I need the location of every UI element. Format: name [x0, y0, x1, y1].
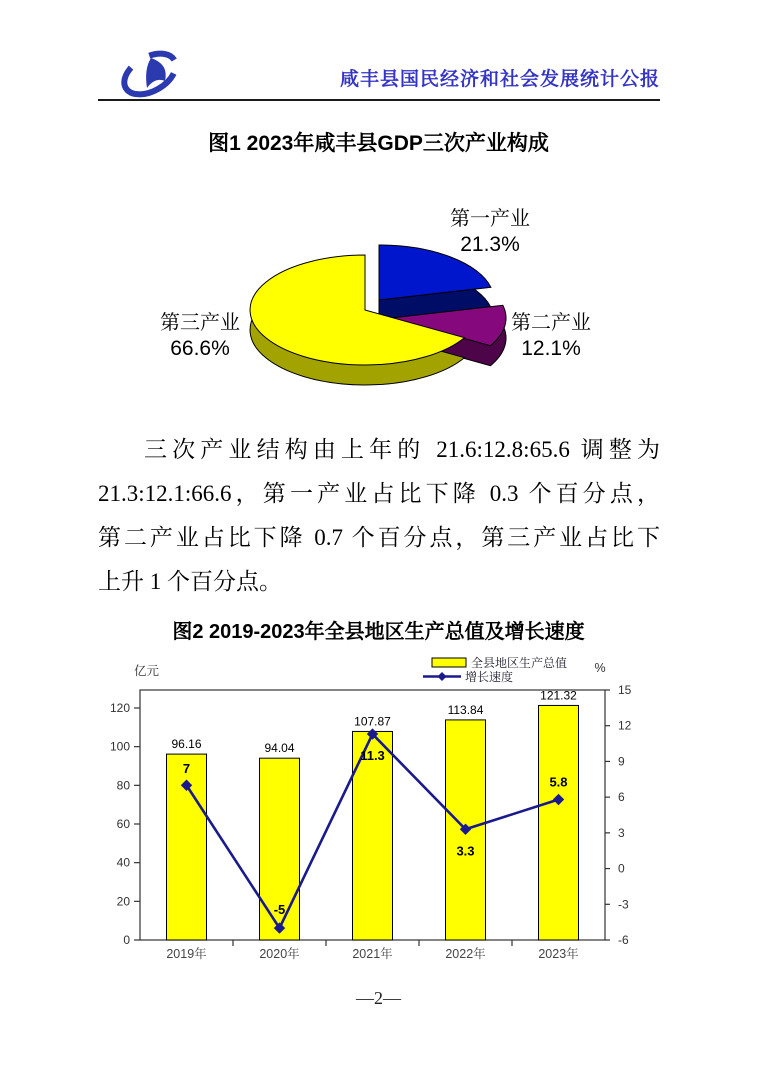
- svg-text:-3: -3: [618, 897, 629, 912]
- pie-label-value: 12.1%: [521, 337, 581, 360]
- pie-label-secondary-industry: [486, 311, 616, 361]
- pie-label-primary-industry: [425, 207, 555, 257]
- svg-text:2020年: 2020年: [259, 947, 300, 961]
- svg-text:9: 9: [618, 754, 625, 769]
- pie-label-value: 21.3%: [460, 233, 520, 256]
- svg-text:-6: -6: [618, 933, 629, 947]
- figure1-pie-chart: [130, 185, 640, 410]
- svg-text:3: 3: [618, 825, 625, 840]
- svg-text:94.04: 94.04: [264, 741, 295, 756]
- svg-text:亿元: 亿元: [134, 664, 160, 678]
- svg-text:0: 0: [618, 861, 625, 876]
- svg-text:120: 120: [109, 701, 130, 715]
- svg-text:113.84: 113.84: [447, 702, 484, 717]
- header-divider: [98, 99, 660, 101]
- header-title: 咸丰县国民经济和社会发展统计公报: [339, 69, 660, 90]
- svg-text:107.87: 107.87: [354, 714, 391, 729]
- pie-label-tertiary-industry: [135, 311, 265, 361]
- svg-text:100: 100: [109, 739, 130, 754]
- svg-text:2022年: 2022年: [445, 947, 486, 961]
- figure2-combo-chart: [0, 645, 757, 975]
- svg-text:7: 7: [182, 761, 191, 777]
- pie-3d-graphic: [130, 185, 640, 410]
- x-axis: [166, 940, 578, 961]
- paragraph-line: 21.3:12.1:66.6，第一产业占比下降 0.3 个百分点，: [98, 481, 660, 506]
- svg-text:2019年: 2019年: [166, 947, 207, 961]
- svg-text:15: 15: [618, 683, 632, 697]
- svg-text:0: 0: [123, 933, 130, 947]
- figure2-caption: 图2 2019-2023年全县地区生产总值及增长速度: [172, 621, 585, 643]
- svg-text:80: 80: [116, 778, 130, 793]
- svg-text:96.16: 96.16: [171, 737, 202, 752]
- svg-text:40: 40: [116, 855, 130, 870]
- pie-label-name: 第一产业: [450, 208, 530, 230]
- svg-text:11.3: 11.3: [360, 748, 385, 764]
- svg-text:60: 60: [116, 817, 130, 831]
- svg-text:增长速度: 增长速度: [465, 670, 514, 684]
- svg-text:%: %: [594, 661, 606, 675]
- svg-text:12: 12: [618, 718, 632, 733]
- pie-label-name: 第二产业: [511, 312, 591, 334]
- legend-bar-swatch: [432, 658, 466, 667]
- bar-4: [539, 705, 579, 940]
- pie-label-name: 第三产业: [160, 312, 240, 334]
- svg-text:2021年: 2021年: [352, 947, 393, 961]
- svg-text:2023年: 2023年: [538, 947, 579, 961]
- pie-label-value: 66.6%: [170, 337, 230, 360]
- svg-text:5.8: 5.8: [549, 774, 568, 790]
- body-paragraph: [98, 428, 660, 604]
- left-axis: [110, 664, 160, 947]
- svg-text:全县地区生产总值: 全县地区生产总值: [471, 656, 568, 670]
- svg-text:121.32: 121.32: [540, 688, 577, 703]
- svg-text:3.3: 3.3: [456, 843, 475, 859]
- page-number: —2—: [356, 988, 401, 1008]
- paragraph-line: 三次产业结构由上年的 21.6:12.8:65.6 调整为: [144, 437, 660, 462]
- figure1-caption: 图1 2023年咸丰县GDP三次产业构成: [208, 132, 549, 155]
- paragraph-line: 上升 1 个百分点。: [98, 569, 282, 594]
- right-axis: [594, 661, 631, 947]
- svg-text:-5: -5: [273, 902, 286, 918]
- svg-text:20: 20: [116, 894, 130, 909]
- paragraph-line: 第二产业占比下降 0.7 个百分点，第三产业占比下: [98, 525, 660, 550]
- svg-text:6: 6: [618, 790, 625, 805]
- chart-legend: [423, 655, 567, 684]
